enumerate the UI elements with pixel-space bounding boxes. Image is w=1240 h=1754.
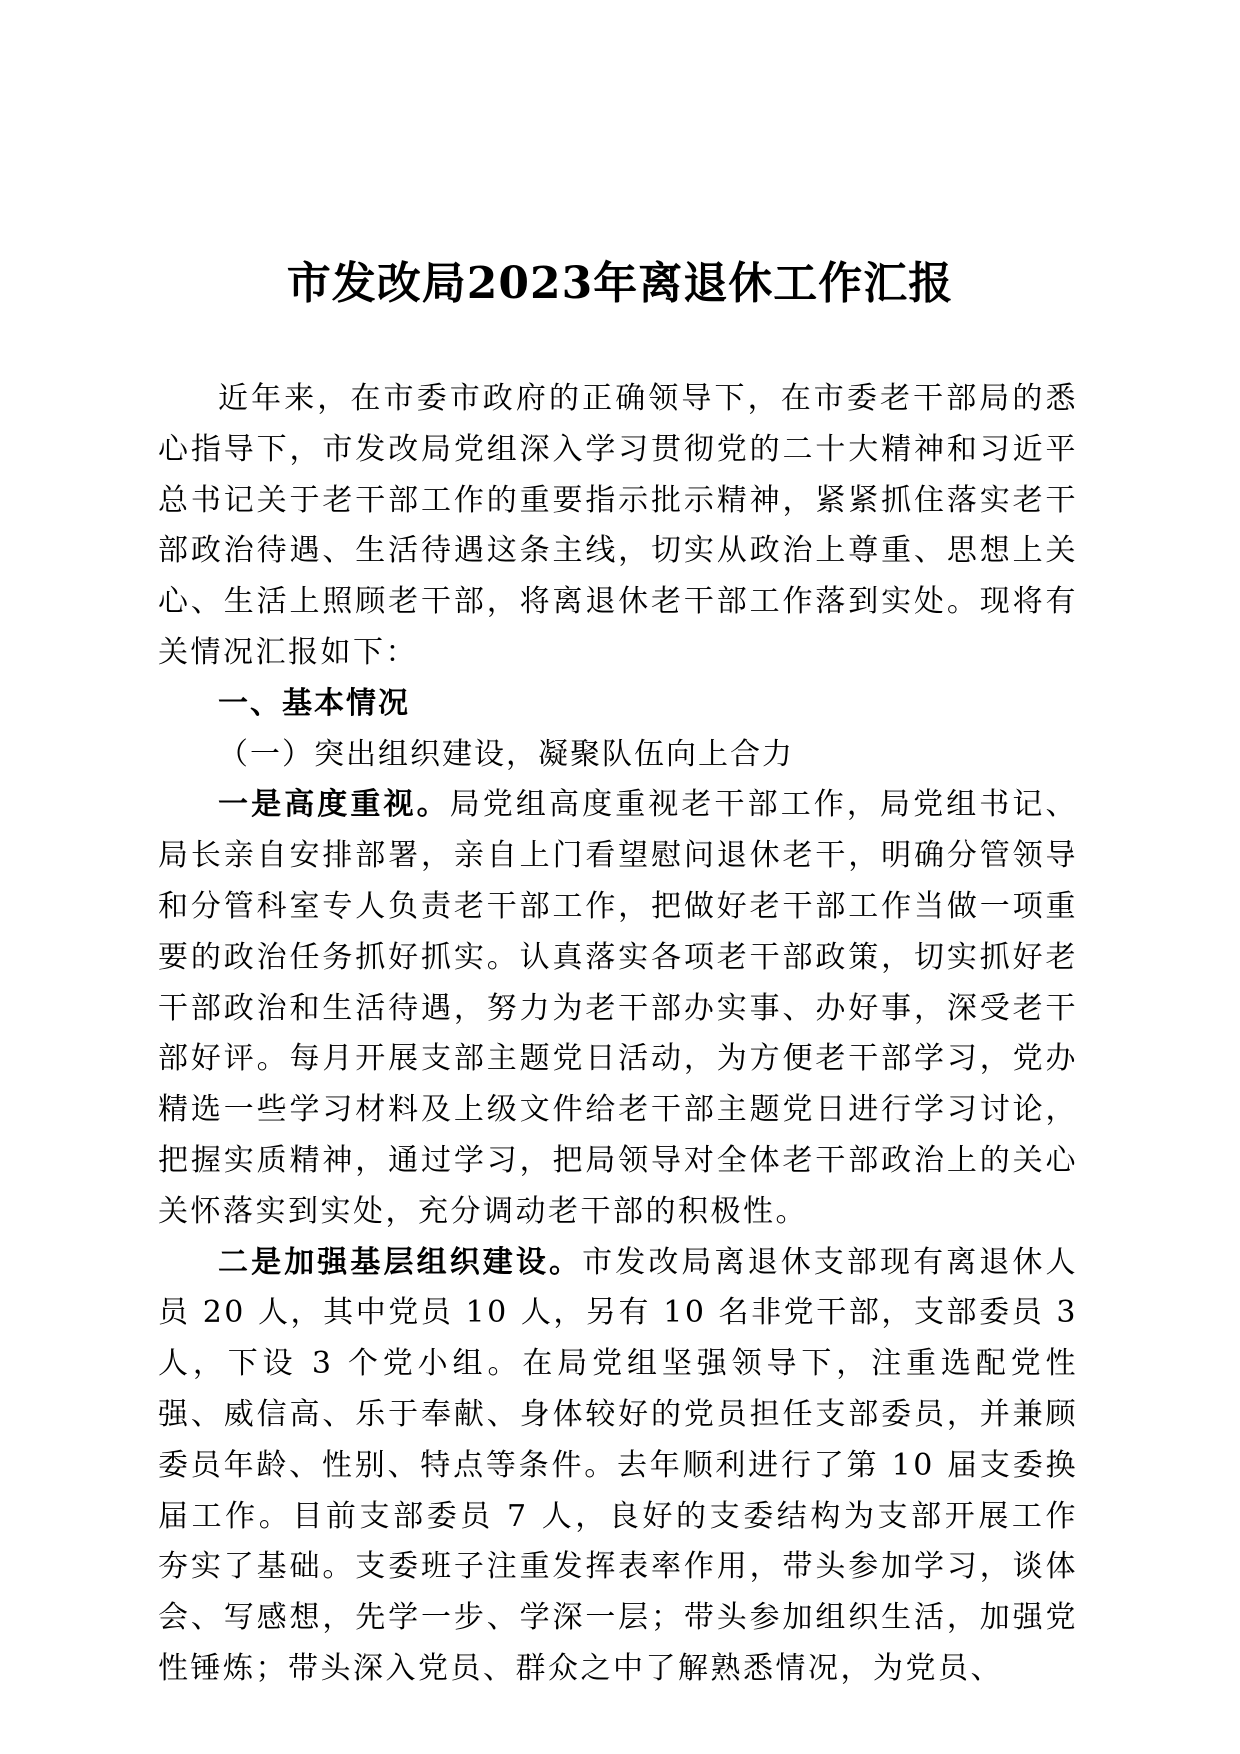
document-body	[158, 374, 1078, 1695]
document-title: 市发改局2023年离退休工作汇报	[286, 258, 954, 309]
point-2-lead: 二是加强基层组织建设。	[218, 1244, 583, 1280]
point-paragraph-1	[158, 780, 1078, 1237]
point-1-text: 局党组高度重视老干部工作，局党组书记、局长亲自安排部署，亲自上门看望慰问退休老干，明确分管领导和分管科室专人负责老干部工作，把做好老干部工作当做一项重要的政治任务抓好抓实。认真落实各项老干部政策，切实抓好老干部政治和生活待遇，努力为老干部办实事、办好事，深受老干部好评。每月开展支部主题党日活动，为方便老干部学习，党办精选一些学习材料及上级文件给老干部主题党日进行学习讨论，把握实质精神，通过学习，把局领导对全体老干部政治上的关心关怀落实到实处，充分调动老干部的积极性。	[158, 787, 1079, 1229]
section-heading-basic-situation: 一、基本情况	[218, 685, 410, 721]
point-2-text: 市发改局离退休支部现有离退休人员 20 人，其中党员 10 人，另有 10 名非党干部，支部委员 3 人，下设 3 个党小组。在局党组坚强领导下，注重选配党性强、威信高、乐于奉献、身体较好的党员担任支部委员，并兼顾委员年龄、性别、特点等条件。去年顺利进行了第 10 届支委换届工作。目前支部委员 7 人，良好的支委结构为支部开展工作夯实了基础。支委班子注重发挥表率作用，带头参加学习，谈体会、写感想，先学一步、学深一层；带头参加组织生活，加强党性锤炼；带头深入党员、群众之中了解熟悉情况，为党员、	[158, 1244, 1079, 1686]
point-paragraph-2	[158, 1238, 1078, 1695]
point-1-lead: 一是高度重视。	[218, 787, 450, 823]
intro-paragraph: 近年来，在市委市政府的正确领导下，在市委老干部局的悉心指导下，市发改局党组深入学习贯彻党的二十大精神和习近平总书记关于老干部工作的重要指示批示精神，紧紧抓住落实老干部政治待遇、生活待遇这条主线，切实从政治上尊重、思想上关心、生活上照顾老干部，将离退休老干部工作落到实处。现将有关情况汇报如下：	[158, 381, 1078, 670]
subsection-heading-organization: （一）突出组织建设，凝聚队伍向上合力	[218, 736, 794, 772]
